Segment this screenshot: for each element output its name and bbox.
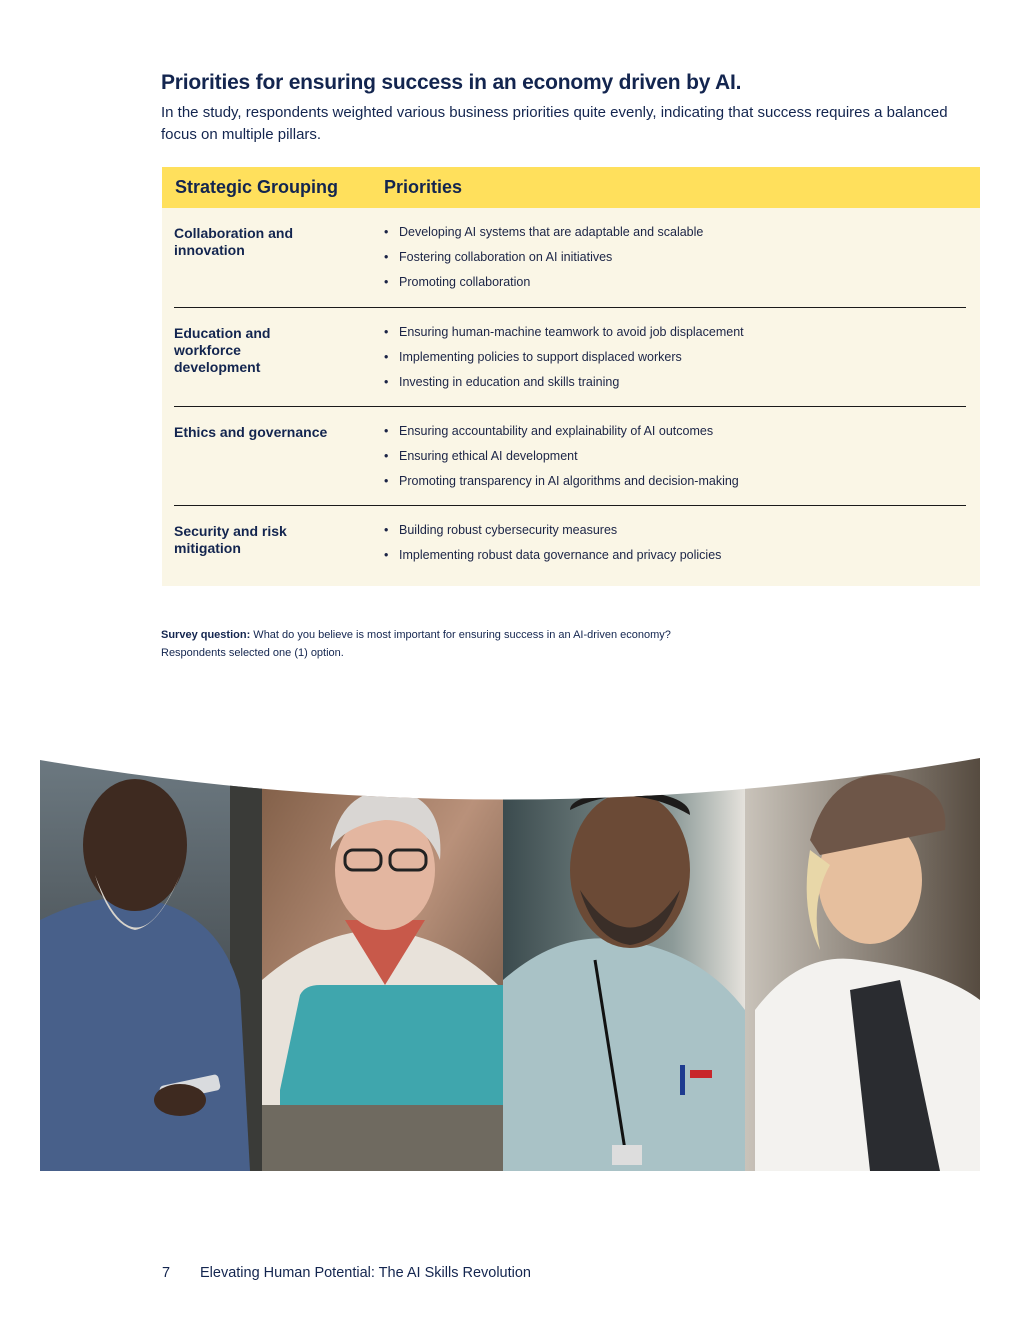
- list-item: • Implementing robust data governance and privacy policies: [384, 547, 721, 563]
- priority-list: [384, 224, 703, 299]
- table-row: [174, 407, 966, 506]
- photo-strip: [40, 750, 980, 1171]
- table-row: [174, 208, 966, 308]
- list-item: • Promoting transparency in AI algorithms and decision-making: [384, 473, 739, 489]
- table-row: [174, 308, 966, 407]
- survey-question-text: What do you believe is most important for ensuring success in an AI-driven economy?: [250, 629, 671, 641]
- priority-list: [384, 522, 721, 572]
- list-item: • Ensuring human-machine teamwork to avoid job displacement: [384, 324, 744, 340]
- page-number: 7: [162, 1265, 171, 1281]
- row-group-label: Education and workforce development: [174, 325, 271, 375]
- column-header-strategic-grouping: Strategic Grouping: [175, 177, 339, 197]
- row-group-label: Security and risk mitigation: [174, 523, 287, 556]
- list-item: • Ensuring ethical AI development: [384, 448, 739, 464]
- table-row: [174, 506, 966, 584]
- photo-man-in-scrubs: [503, 750, 745, 1171]
- list-item: • Investing in education and skills training: [384, 374, 744, 390]
- list-item: • Fostering collaboration on AI initiatives: [384, 249, 703, 265]
- photo-woman-in-cap: [745, 750, 980, 1171]
- document-title: Elevating Human Potential: The AI Skills Revolution: [200, 1265, 531, 1281]
- row-group-label: Collaboration and innovation: [174, 225, 293, 258]
- row-group-label: Ethics and governance: [174, 424, 328, 440]
- list-item: • Implementing policies to support displaced workers: [384, 349, 744, 365]
- column-header-priorities: Priorities: [384, 177, 463, 197]
- intro-paragraph: In the study, respondents weighted various business priorities quite evenly, indicating that success requires a balanced focus on multiple pillars.: [161, 104, 948, 143]
- photo-woman-at-laptop: [262, 750, 503, 1171]
- priorities-table: [162, 167, 980, 586]
- list-item: • Developing AI systems that are adaptable and scalable: [384, 224, 703, 240]
- table-header: [162, 167, 980, 208]
- photo-man-with-phone: [40, 750, 262, 1171]
- survey-label: Survey question:: [161, 629, 251, 641]
- survey-response-note: Respondents selected one (1) option.: [161, 647, 344, 659]
- priority-list: [384, 324, 744, 399]
- list-item: • Building robust cybersecurity measures: [384, 522, 721, 538]
- list-item: • Promoting collaboration: [384, 274, 703, 290]
- priority-list: [384, 423, 739, 498]
- page-title: Priorities for ensuring success in an economy driven by AI.: [161, 71, 742, 94]
- list-item: • Ensuring accountability and explainability of AI outcomes: [384, 423, 739, 439]
- survey-question: [161, 626, 861, 644]
- survey-note: [161, 626, 861, 662]
